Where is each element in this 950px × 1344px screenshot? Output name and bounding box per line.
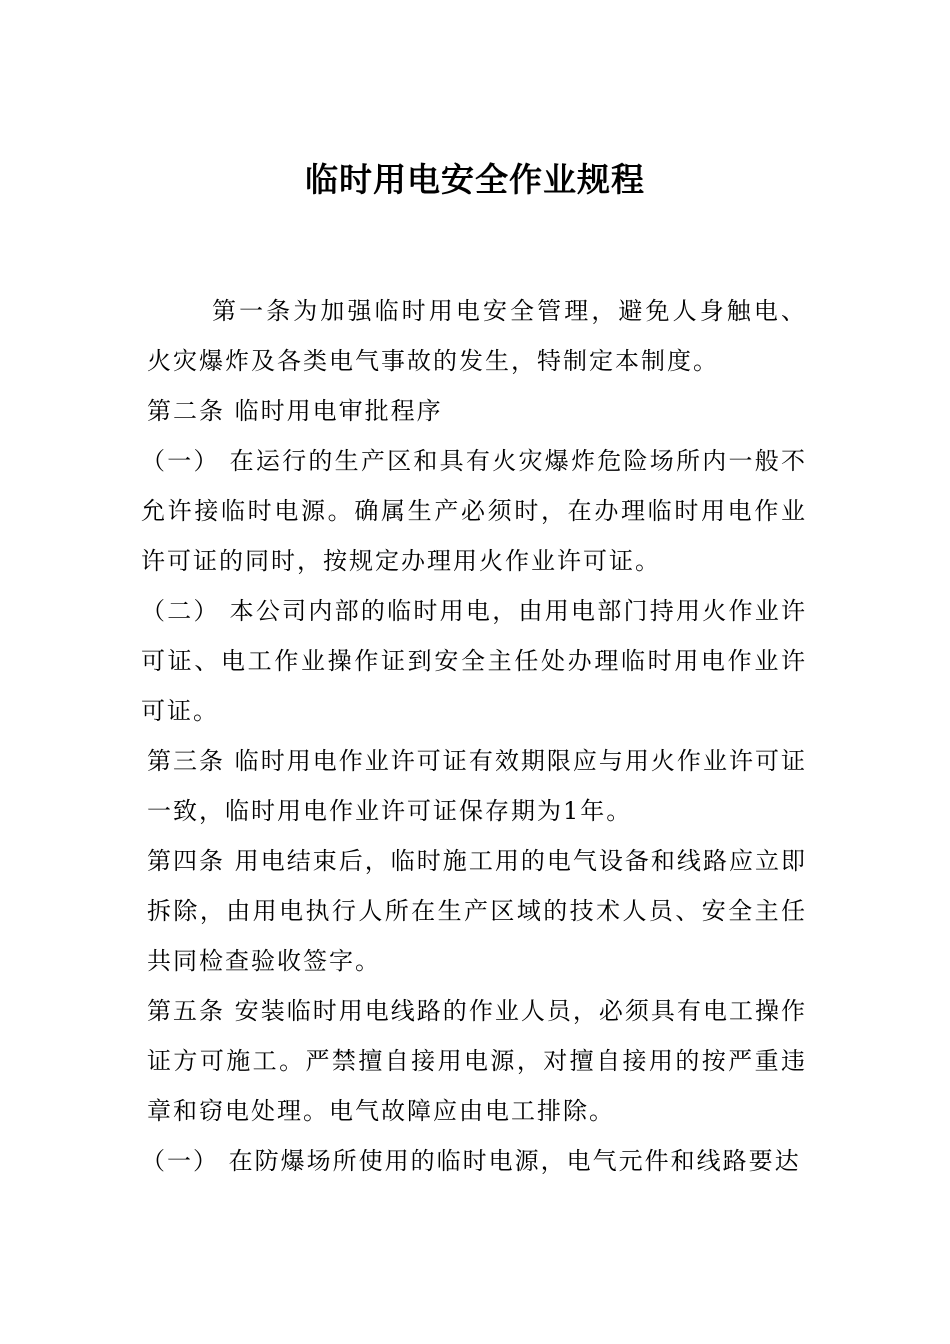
paragraph-article-2-item-1: （一） 在运行的生产区和具有火灾爆炸危险场所内一般不允许接临时电源。确属生产必须时，在办理临时用电作业许可证的同时，按规定办理用火作业许可证。 — [141, 447, 807, 575]
document-title: 临时用电安全作业规程 — [305, 160, 645, 199]
paragraph-article-2: 第二条 临时用电审批程序 — [147, 397, 443, 425]
paragraph-article-5-item-1: （一） 在防爆场所使用的临时电源，电气元件和线路要达 — [141, 1147, 801, 1175]
paragraph-article-1: 第一条为加强临时用电安全管理，避免人身触电、火灾爆炸及各类电气事故的发生，特制定本制度。 — [147, 297, 807, 375]
paragraph-article-3: 第三条 临时用电作业许可证有效期限应与用火作业许可证一致，临时用电作业许可证保存期为1年。 — [147, 747, 807, 825]
paragraph-article-5: 第五条 安装临时用电线路的作业人员，必须具有电工操作证方可施工。严禁擅自接用电源，对擅自接用的按严重违章和窃电处理。电气故障应由电工排除。 — [147, 997, 807, 1125]
paragraph-article-4: 第四条 用电结束后，临时施工用的电气设备和线路应立即拆除，由用电执行人所在生产区域的技术人员、安全主任共同检查验收签字。 — [147, 847, 807, 975]
paragraph-article-2-item-2: （二） 本公司内部的临时用电，由用电部门持用火作业许可证、电工作业操作证到安全主任处办理临时用电作业许可证。 — [141, 597, 807, 725]
document-body — [141, 286, 807, 1186]
